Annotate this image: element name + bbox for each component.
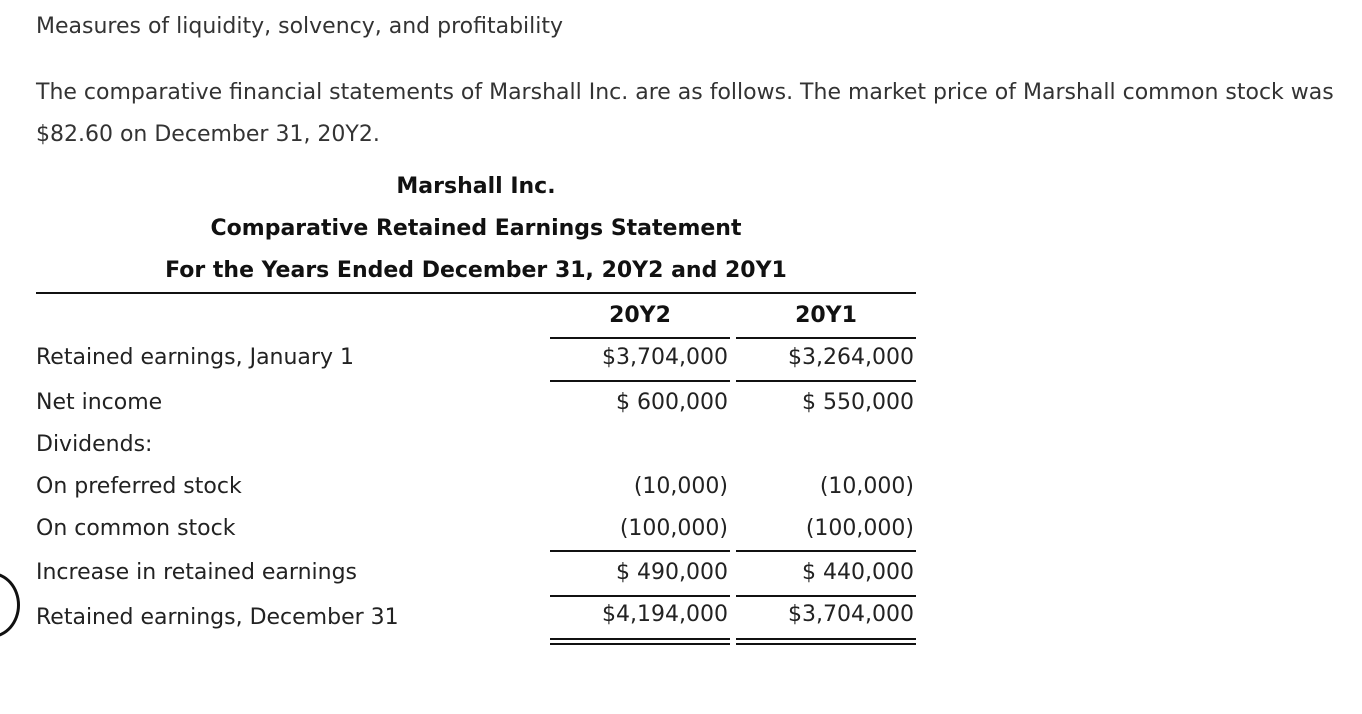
cell-retained-dec31-20y1: $3,704,000 <box>788 602 914 627</box>
row-label-preferred: On preferred stock <box>36 474 242 499</box>
cell-retained-jan1-20y1: $3,264,000 <box>788 345 914 370</box>
subtotal-rule-3b <box>736 595 916 597</box>
cell-net-income-20y1: $ 550,000 <box>802 390 914 415</box>
subtotal-rule-2b <box>736 550 916 552</box>
row-label-retained-jan1: Retained earnings, January 1 <box>36 345 354 370</box>
column-header-20y1: 20Y1 <box>795 303 857 328</box>
cell-preferred-20y2: (10,000) <box>633 474 728 499</box>
cell-increase-20y2: $ 490,000 <box>616 560 728 585</box>
section-heading: Measures of liquidity, solvency, and profitability <box>36 14 564 39</box>
cell-net-income-20y2: $ 600,000 <box>616 390 728 415</box>
cell-retained-dec31-20y2: $4,194,000 <box>602 602 728 627</box>
row-label-net-income: Net income <box>36 390 163 415</box>
cell-retained-jan1-20y2: $3,704,000 <box>602 345 728 370</box>
cell-increase-20y1: $ 440,000 <box>802 560 914 585</box>
intro-paragraph: The comparative financial statements of Marshall Inc. are as follows. The market price of Marshall common stock was $82.60 on December 31, 20Y2. <box>36 80 1334 147</box>
subtotal-rule-1b <box>736 380 916 382</box>
cell-common-20y1: (100,000) <box>805 516 914 541</box>
column-header-20y2: 20Y2 <box>609 303 671 328</box>
subtotal-rule-2a <box>550 550 730 552</box>
circle-marker-icon <box>0 572 20 638</box>
column-header-rule-1 <box>550 337 730 339</box>
row-label-dividends: Dividends: <box>36 432 153 457</box>
total-double-rule-a <box>550 638 730 645</box>
row-label-common: On common stock <box>36 516 236 541</box>
statement-title: Comparative Retained Earnings Statement <box>210 216 742 241</box>
subtotal-rule-1a <box>550 380 730 382</box>
cell-common-20y2: (100,000) <box>619 516 728 541</box>
cell-preferred-20y1: (10,000) <box>819 474 914 499</box>
statement-period: For the Years Ended December 31, 20Y2 and 20Y1 <box>165 258 787 283</box>
row-label-increase: Increase in retained earnings <box>36 560 357 585</box>
row-label-retained-dec31: Retained earnings, December 31 <box>36 605 399 630</box>
column-header-rule-2 <box>736 337 916 339</box>
total-double-rule-b <box>736 638 916 645</box>
statement-company: Marshall Inc. <box>396 174 556 199</box>
header-rule <box>36 292 916 294</box>
subtotal-rule-3a <box>550 595 730 597</box>
